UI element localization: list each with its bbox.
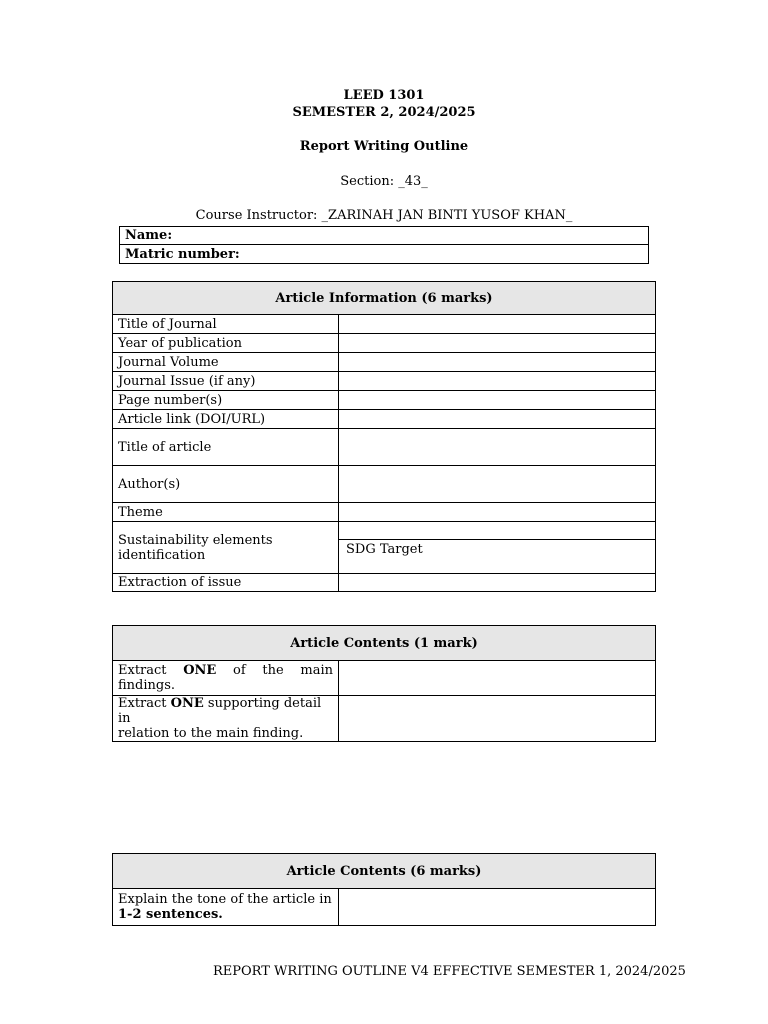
answer-cell-extraction-of-issue[interactable] <box>339 574 656 592</box>
sdg-target-cell[interactable]: SDG Target <box>339 540 656 574</box>
word: the <box>262 663 284 678</box>
answer-cell-article-link[interactable] <box>339 410 656 429</box>
text: supporting detail in <box>118 696 322 726</box>
emphasis-one: ONE <box>170 696 204 711</box>
word: of <box>233 663 246 678</box>
word: main <box>300 663 333 678</box>
row-label-sustainability <box>113 522 339 574</box>
article-contents-2-heading: Article Contents (6 marks) <box>113 854 656 889</box>
row-label-article-link: Article link (DOI/URL) <box>113 410 339 429</box>
instructor-label: Course Instructor: _ZARINAH JAN BINTI YUSOF KHAN_ <box>195 208 573 223</box>
row-label-volume: Journal Volume <box>113 353 339 372</box>
sustainability-label-line1: Sustainability elements <box>118 532 273 548</box>
answer-cell-tone[interactable] <box>339 889 656 926</box>
answer-cell-supporting-detail[interactable] <box>339 696 656 742</box>
answer-cell-volume[interactable] <box>339 353 656 372</box>
answer-cell-theme[interactable] <box>339 503 656 522</box>
row-label-title-of-article: Title of article <box>113 429 339 466</box>
word: Extract <box>118 663 167 678</box>
row-label-extraction-of-issue: Extraction of issue <box>113 574 339 592</box>
supporting-detail-line2: relation to the main finding. <box>118 726 304 741</box>
answer-cell-sustainability[interactable] <box>339 522 656 540</box>
emphasis-one: ONE <box>183 663 217 678</box>
row-label-year: Year of publication <box>113 334 339 353</box>
row-label-authors: Author(s) <box>113 466 339 503</box>
student-info-table <box>119 226 649 264</box>
matric-number-field[interactable]: Matric number: <box>120 245 649 264</box>
article-contents-1-table <box>112 625 656 742</box>
row-label-theme: Theme <box>113 503 339 522</box>
row-label-title-of-journal: Title of Journal <box>113 315 339 334</box>
text: Extract <box>118 696 171 711</box>
name-field[interactable]: Name: <box>120 227 649 245</box>
answer-cell-title-of-journal[interactable] <box>339 315 656 334</box>
course-code: LEED 1301 <box>343 88 425 103</box>
sustainability-label-line2: identification <box>118 547 206 563</box>
answer-cell-title-of-article[interactable] <box>339 429 656 466</box>
section-label: Section: _43_ <box>340 174 428 189</box>
answer-cell-page-numbers[interactable] <box>339 391 656 410</box>
document-title: Report Writing Outline <box>299 139 469 154</box>
answer-cell-main-finding[interactable] <box>339 661 656 696</box>
article-information-table <box>112 281 656 592</box>
supporting-detail-line1 <box>118 696 333 726</box>
article-contents-2-table <box>112 853 656 926</box>
row-label-issue: Journal Issue (if any) <box>113 372 339 391</box>
row-label-main-finding <box>113 661 339 696</box>
answer-cell-year[interactable] <box>339 334 656 353</box>
tone-line1: Explain the tone of the article in <box>118 892 332 907</box>
row-label-tone <box>113 889 339 926</box>
page-footer: REPORT WRITING OUTLINE V4 EFFECTIVE SEMESTER 1, 2024/2025 <box>213 964 686 979</box>
tone-line2: 1-2 sentences. <box>118 907 223 922</box>
article-contents-1-heading: Article Contents (1 mark) <box>113 626 656 661</box>
main-finding-line1 <box>118 663 333 678</box>
row-label-page-numbers: Page number(s) <box>113 391 339 410</box>
semester: SEMESTER 2, 2024/2025 <box>292 105 476 120</box>
main-finding-line2: findings. <box>118 678 176 693</box>
article-information-heading: Article Information (6 marks) <box>113 282 656 315</box>
row-label-supporting-detail <box>113 696 339 742</box>
answer-cell-issue[interactable] <box>339 372 656 391</box>
answer-cell-authors[interactable] <box>339 466 656 503</box>
